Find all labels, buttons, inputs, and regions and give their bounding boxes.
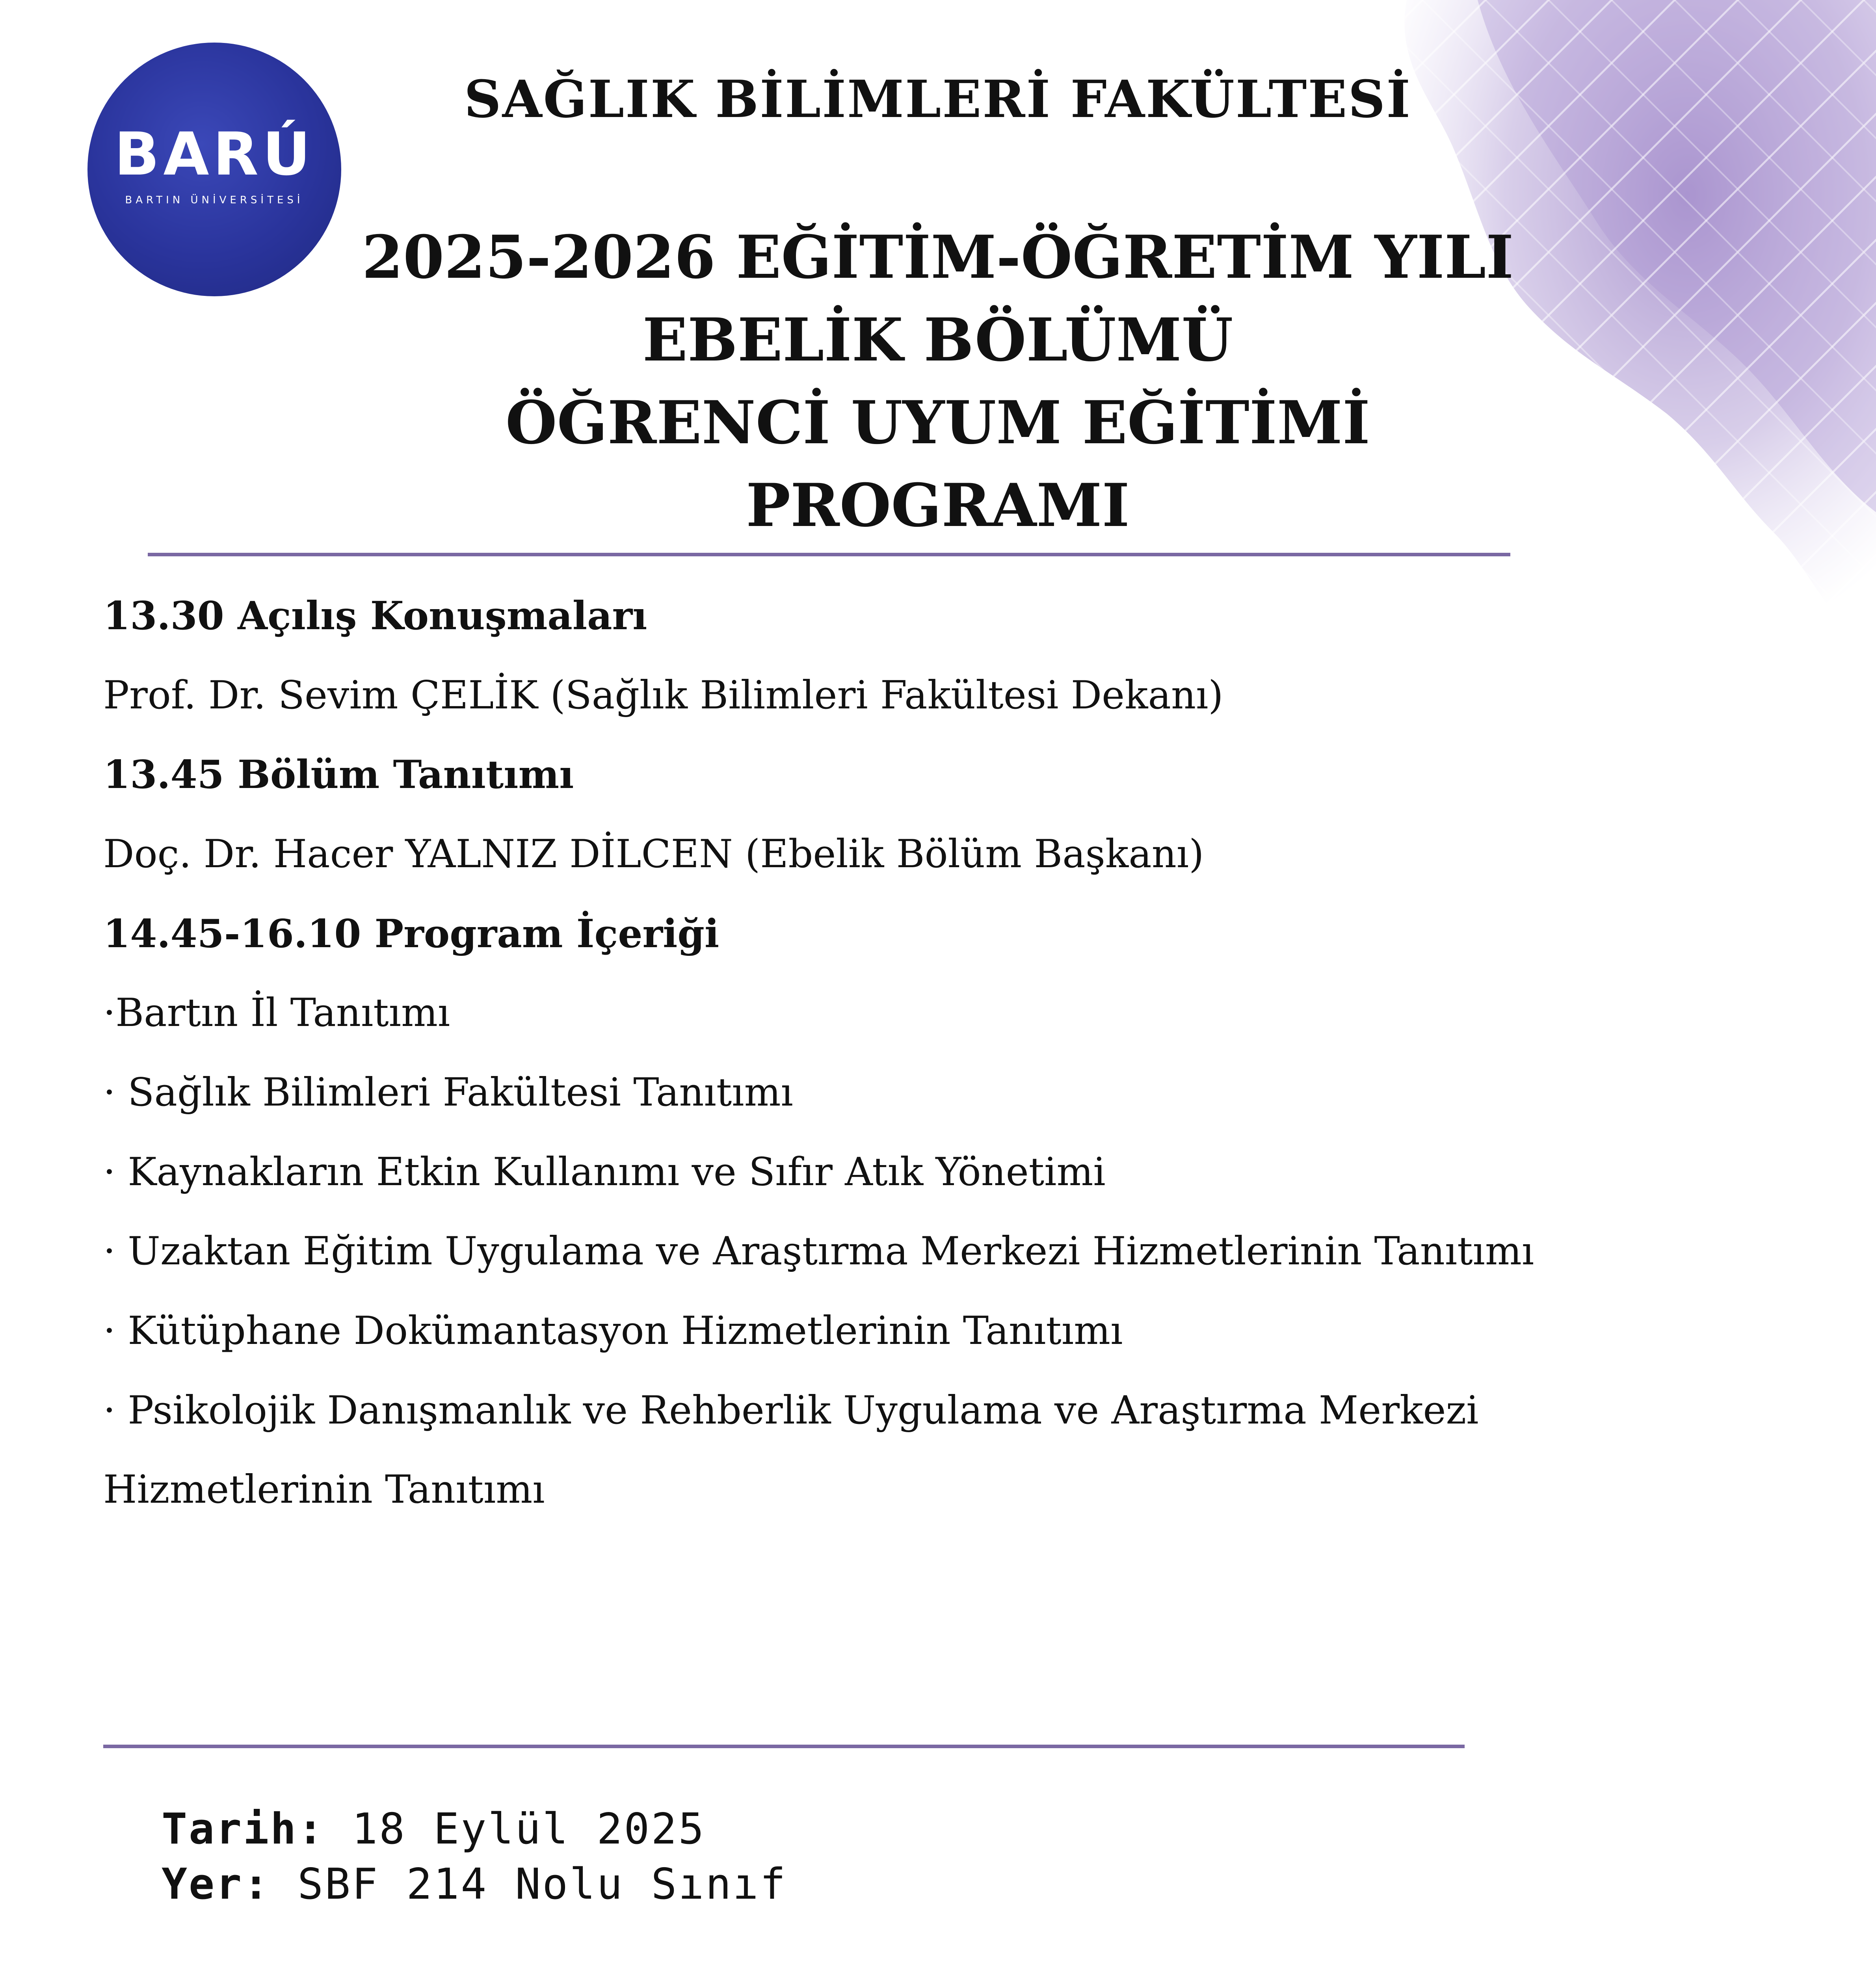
program-item: · Kaynakların Etkin Kullanımı ve Sıfır Atık Yönetimi	[103, 1150, 1106, 1195]
program-item: · Kütüphane Dokümantasyon Hizmetlerinin Tanıtımı	[103, 1308, 1123, 1353]
program-heading-opening: 13.30 Açılış Konuşmaları	[103, 593, 647, 639]
program-item: · Uzaktan Eğitim Uygulama ve Araştırma Merkezi Hizmetlerinin Tanıtımı	[103, 1229, 1534, 1274]
program-speaker-dean: Prof. Dr. Sevim ÇELİK (Sağlık Bilimleri Fakültesi Dekanı)	[103, 673, 1223, 718]
event-date	[162, 1805, 705, 1854]
date-label: Tarih:	[162, 1805, 325, 1854]
title-line-4: PROGRAMI	[746, 471, 1130, 540]
divider-bottom	[103, 1745, 1465, 1748]
program-speaker-head: Doç. Dr. Hacer YALNIZ DİLCEN (Ebelik Bölüm Başkanı)	[103, 832, 1204, 877]
event-place	[162, 1860, 787, 1909]
program-item: · Psikolojik Danışmanlık ve Rehberlik Uygulama ve Araştırma Merkezi	[103, 1388, 1479, 1433]
program-item: Hizmetlerinin Tanıtımı	[103, 1467, 545, 1512]
place-label: Yer:	[162, 1860, 271, 1909]
divider-top	[148, 553, 1510, 556]
program-heading-content: 14.45-16.10 Program İçeriği	[103, 911, 720, 957]
program-item: ·Bartın İl Tanıtımı	[103, 991, 450, 1035]
title-line-2: EBELİK BÖLÜMÜ	[642, 305, 1233, 375]
program-heading-department: 13.45 Bölüm Tanıtımı	[103, 752, 574, 797]
title-line-3: ÖĞRENCİ UYUM EĞİTİMİ	[505, 388, 1370, 457]
program-item: · Sağlık Bilimleri Fakültesi Tanıtımı	[103, 1070, 793, 1115]
title-line-1: 2025-2026 EĞİTİM-ÖĞRETİM YILI	[362, 223, 1514, 292]
logo-subtitle: BARTIN ÜNİVERSİTESİ	[125, 194, 304, 206]
date-value: 18 Eylül 2025	[325, 1805, 706, 1854]
logo-wordmark: BARÚ	[114, 120, 314, 189]
faculty-name: SAĞLIK BİLİMLERİ FAKÜLTESİ	[464, 69, 1412, 129]
place-value: SBF 214 Nolu Sınıf	[270, 1860, 787, 1909]
